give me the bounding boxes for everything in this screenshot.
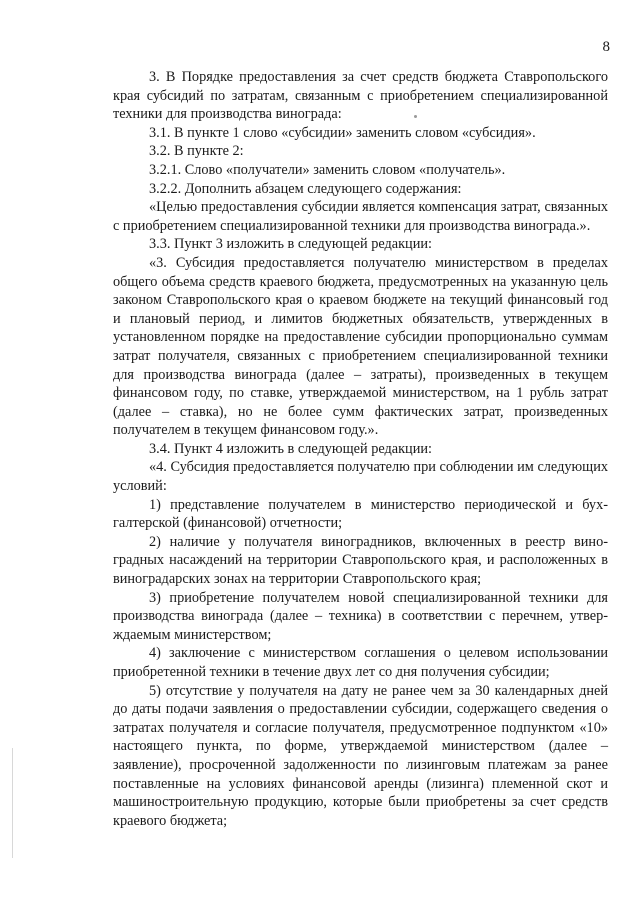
paragraph-3-2-1: 3.2.1. Слово «получатели» заменить словом «получатель». xyxy=(149,161,506,178)
paragraph-3-2-2-text: «Целью предоставления субсидии является компенсация затрат, связанных с приобретением специализированной техники для производства винограда.». xyxy=(113,199,608,234)
paragraph-3-intro: 3. В Порядке предоставления за счет средств бюджета Ставропольского края субсидий по затратам, связанным с приобретением специализированной техники для производства винограда: xyxy=(113,69,608,123)
condition-3: 3) приобретение получателем новой специализированной техники для производства винограда (далее – техника) в соответствии с перечнем, утверждаемым министерством; xyxy=(113,589,608,643)
page-number: 8 xyxy=(602,39,610,55)
document-body xyxy=(113,68,608,830)
paragraph-3-1: 3.1. В пункте 1 слово «субсидии» заменить словом «субсидия». xyxy=(149,124,536,141)
paragraph-3-4: 3.4. Пункт 4 изложить в следующей редакции: xyxy=(149,440,432,457)
paragraph-3-4-text: «4. Субсидия предоставляется получателю при соблюдении им следующих условий: xyxy=(113,459,608,495)
paragraph-3-3: 3.3. Пункт 3 изложить в следующей редакции: xyxy=(149,236,432,253)
paragraph-3-2-2: 3.2.2. Дополнить абзацем следующего содержания: xyxy=(149,180,462,197)
condition-5: 5) отсутствие у получателя на дату не ранее чем за 30 календарных дней до даты подачи заявления о предоставлении субсидии, содержащего сведения о затратах получателя и согласие получателя, предусмотренное подпунктом «10» настоящего пункта, по форме, утверждаемой министерством (далее – заявление), просроченной задолженности по лизинговым платежам за ранее поставленные на условиях финансовой аренды (лизинга) племенной скот и машиностроительную продукцию, которые были приобретены за счет средств краевого бюджета; xyxy=(113,682,608,829)
condition-2: 2) наличие у получателя виноградников, включенных в реестр виноградных насаждений на территории Ставропольского края, и расположенных в виноградарских зонах на территории Ставропольского края; xyxy=(113,533,608,588)
condition-4: 4) заключение с министерством соглашения о целевом использовании приобретенной техники в течение двух лет со дня получения субсидии; xyxy=(113,645,608,680)
scan-edge-mark xyxy=(12,748,13,858)
paragraph-3-3-text: «3. Субсидия предоставляется получателю министерством в пределах общего объема средств краевого бюджета, предусмотренных на указанную цель законом Ставропольского края о краевом бюджете на текущий финансовый год и плановый период, и лимитов бюджетных обязательств, утвержденных в установленном порядке на предоставление субсидии пропорционально суммам затрат получателя, связанных с приобретением специализированной техники для производства винограда (далее – затраты), произведенных в текущем финансовом году, по ставке, утверждаемой министерством, на 1 рубль затрат (далее – ставка), но не более сумм фактических затрат, произведенных получателем в текущем финансовом году.». xyxy=(113,254,608,439)
paragraph-3-2: 3.2. В пункте 2: xyxy=(149,143,244,160)
condition-1: 1) представление получателем в министерство периодической и бухгалтерской (финансовой) отчетности; xyxy=(113,496,608,532)
